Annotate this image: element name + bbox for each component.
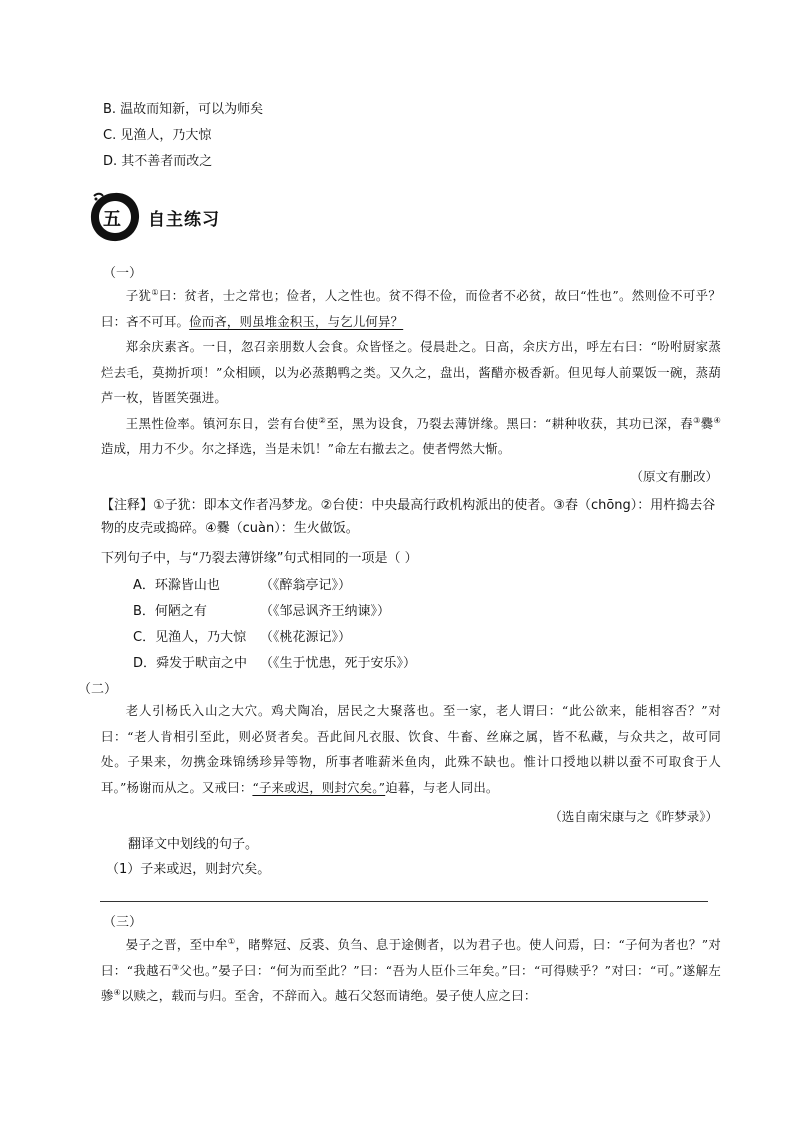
part2-paragraph-1: 老人引杨氏入山之大穴。鸡犬陶冶，居民之大聚落也。至一家，老人谓曰：“此公欲来，能相容否？”对曰：“老人肯相引至此，则必贤者矣。吾此间凡衣服、饮食、牛畜、丝麻之属，皆不私藏，与众共之，故可同处。子果来，勿携金珠锦绣珍异等物，所事者唯薪米鱼肉，此殊不缺也。惟计口授地以耕以蚕不可取食于人耳。”杨谢而从之。又戒曰：“子来或迟，则封穴矣。”迫暮，与老人同出。 bbox=[101, 703, 721, 795]
section-badge-number: 五 bbox=[103, 209, 121, 230]
part2-passage bbox=[101, 698, 721, 800]
option-b: B. 温故而知新，可以为师矣 bbox=[103, 102, 264, 117]
part1-choice-b: B．何陋之有 （《邹忌讽齐王纳谏》） bbox=[133, 604, 391, 619]
part2-sub-question: （1）子来或迟，则封穴矣。 bbox=[106, 862, 271, 877]
part1-choice-d: D．舜发于畎亩之中 （《生于忧患，死于安乐》） bbox=[133, 656, 417, 671]
section-heading bbox=[88, 190, 308, 244]
part3-label: （三） bbox=[103, 915, 143, 930]
part1-question: 下列句子中，与“乃裂去薄饼缘”句式相同的一项是（ ） bbox=[101, 551, 418, 566]
part1-paragraph-2: 郑余庆素吝。一日，忽召亲朋数人会食。众皆怪之。侵晨赴之。日高，余庆方出，呼左右曰：“吩咐厨家蒸烂去毛，莫拗折项！”众相顾，以为必蒸鹅鸭之类。又久之，盘出，酱醋亦极香新。但见每人前粟饭一碗，蒸葫芦一枚，皆匿笑强进。 bbox=[101, 339, 721, 405]
part1-choice-a: A．环滁皆山也 （《醉翁亭记》） bbox=[133, 578, 352, 593]
part1-annotation: 【注释】①子犹：即本文作者冯梦龙。②台使：中央最高行政机构派出的使者。③舂（chōng）：用杵捣去谷物的皮壳或捣碎。④爨（cuàn）：生火做饭。 bbox=[101, 498, 716, 536]
part1-choice-c: C．见渔人，乃大惊 （《桃花源记》） bbox=[133, 630, 352, 645]
part1-label: （一） bbox=[103, 266, 143, 281]
part1-paragraph-3: 王黑性俭率。镇河东日，尝有台使②至，黑为设食，乃裂去薄饼缘。黑曰：“耕种收获，其功已深，舂③爨④造成，用力不少。尔之择选，当是未饥！”命左右撤去之。使者愕然大惭。 bbox=[101, 415, 722, 456]
part3-passage bbox=[101, 932, 721, 1009]
underlined-sentence: 俭而吝，则虽堆金积玉，与乞儿何异？ bbox=[189, 313, 404, 329]
part2-source: （选自南宋康与之《昨梦录》） bbox=[549, 809, 718, 824]
part1-source: （原文有删改） bbox=[630, 469, 718, 484]
part2-label: （二） bbox=[78, 682, 118, 697]
answer-line bbox=[100, 901, 708, 902]
option-c: C. 见渔人，乃大惊 bbox=[103, 128, 212, 143]
option-d: D. 其不善者而改之 bbox=[103, 154, 213, 169]
part2-question: 翻译文中划线的句子。 bbox=[128, 837, 259, 852]
part1-passage bbox=[101, 283, 721, 462]
part3-paragraph-1: 晏子之晋，至中牟①，睹弊冠、反裘、负刍、息于途侧者，以为君子也。使人问焉，曰：“子何为者也？”对曰：“我越石③父也。”晏子曰：“何为而至此？”曰：“吾为人臣仆三年矣。”曰：“可得赎乎？”对曰：“可。”遂解左骖④以赎之，载而与归。至舍，不辞而入。越石父怒而请绝。晏子使人应之曰： bbox=[101, 936, 721, 1003]
underlined-sentence: “子来或迟，则封穴矣。” bbox=[252, 779, 386, 795]
part1-paragraph-1: 子犹①曰：贫者，士之常也；俭者，人之性也。贫不得不俭，而俭者不必贫，故曰“性也”。然则俭不可乎？曰：吝不可耳。俭而吝，则虽堆金积玉，与乞儿何异？ bbox=[101, 287, 721, 329]
section-title: 自主练习 bbox=[148, 210, 220, 230]
